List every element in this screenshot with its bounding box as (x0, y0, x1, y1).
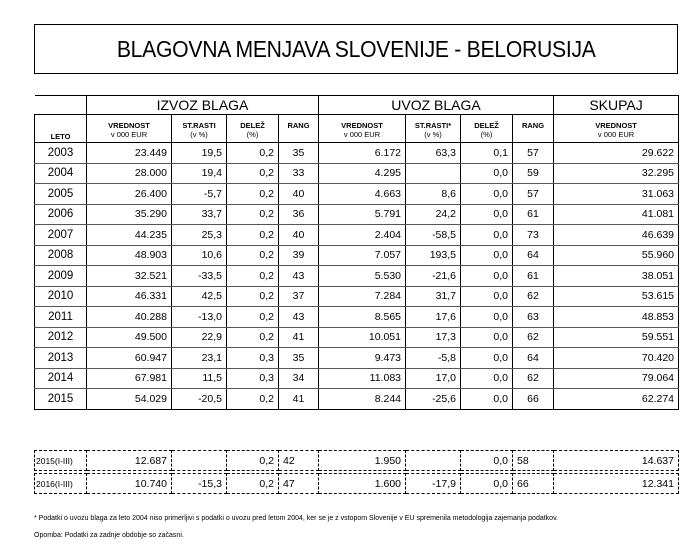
table-row (35, 307, 679, 328)
export-share-cell: 0,2 (227, 184, 279, 205)
year-cell: 2012 (35, 327, 87, 348)
export-value-cell: 28.000 (87, 163, 172, 184)
import-rank-cell: 64 (513, 348, 554, 369)
table-row (35, 163, 679, 184)
export-share-cell: 0,2 (227, 266, 279, 287)
table-row (35, 451, 679, 471)
export-growth-cell: -20,5 (172, 389, 227, 410)
export-value-cell: 49.500 (87, 327, 172, 348)
import-group-header: UVOZ BLAGA (319, 96, 554, 115)
import-rank-cell: 57 (513, 184, 554, 205)
import-rank-unit (513, 130, 554, 143)
import-share-cell: 0,0 (461, 368, 513, 389)
total-value-cell: 14.637 (554, 451, 679, 471)
import-share-cell: 0,0 (461, 474, 513, 494)
import-rank-cell: 73 (513, 225, 554, 246)
import-share-cell: 0,1 (461, 143, 513, 164)
import-growth-cell: 31,7 (406, 286, 461, 307)
table-row (35, 225, 679, 246)
export-growth-cell: 19,4 (172, 163, 227, 184)
export-rank-cell: 43 (279, 266, 319, 287)
export-growth-cell: -13,0 (172, 307, 227, 328)
table-row (35, 266, 679, 287)
import-share-header: DELEŽ (461, 115, 513, 130)
total-value-unit: v 000 EUR (554, 130, 679, 143)
year-cell: 2010 (35, 286, 87, 307)
year-cell: 2006 (35, 204, 87, 225)
year-cell: 2016(I-III) (35, 474, 87, 494)
import-rank-cell: 57 (513, 143, 554, 164)
import-growth-cell: -58,5 (406, 225, 461, 246)
total-group-header: SKUPAJ (554, 96, 679, 115)
export-rank-cell: 35 (279, 143, 319, 164)
import-share-cell: 0,0 (461, 184, 513, 205)
export-growth-cell: 22,9 (172, 327, 227, 348)
total-value-cell: 38.051 (554, 266, 679, 287)
export-rank-cell: 43 (279, 307, 319, 328)
export-growth-unit: (v %) (172, 130, 227, 143)
import-value-cell: 10.051 (319, 327, 406, 348)
import-value-cell: 7.057 (319, 245, 406, 266)
footnote-asterisk: * Podatki o uvozu blaga za leto 2004 niso primerljivi s podatki o uvozu pred letom 2004, ker se je z vstopom Slovenije v EU spremenila metodologija zajemanja podatkov. (34, 515, 558, 522)
total-value-cell: 29.622 (554, 143, 679, 164)
export-group-header: IZVOZ BLAGA (87, 96, 319, 115)
export-value-cell: 10.740 (87, 474, 172, 494)
export-share-cell: 0,2 (227, 163, 279, 184)
import-value-cell: 9.473 (319, 348, 406, 369)
export-growth-cell: -5,7 (172, 184, 227, 205)
year-cell: 2009 (35, 266, 87, 287)
export-value-cell: 40.288 (87, 307, 172, 328)
export-value-unit: v 000 EUR (87, 130, 172, 143)
export-growth-cell: 23,1 (172, 348, 227, 369)
total-value-cell: 12.341 (554, 474, 679, 494)
import-value-cell: 1.950 (319, 451, 406, 471)
total-value-header: VREDNOST (554, 115, 679, 130)
export-rank-cell: 41 (279, 327, 319, 348)
total-value-cell: 55.960 (554, 245, 679, 266)
import-share-cell: 0,0 (461, 225, 513, 246)
table-row (35, 143, 679, 164)
export-rank-cell: 34 (279, 368, 319, 389)
export-growth-cell: 33,7 (172, 204, 227, 225)
export-value-cell: 44.235 (87, 225, 172, 246)
table-row (35, 368, 679, 389)
export-rank-header: RANG (279, 115, 319, 130)
export-value-cell: 46.331 (87, 286, 172, 307)
import-growth-cell: 17,6 (406, 307, 461, 328)
group-header-row (35, 96, 679, 115)
total-value-cell: 48.853 (554, 307, 679, 328)
table-row (35, 245, 679, 266)
export-share-cell: 0,2 (227, 451, 279, 471)
import-growth-cell (406, 163, 461, 184)
export-value-cell: 12.687 (87, 451, 172, 471)
column-header-row (35, 115, 679, 130)
total-value-cell: 31.063 (554, 184, 679, 205)
table-row (35, 348, 679, 369)
year-cell: 2008 (35, 245, 87, 266)
export-share-cell: 0,2 (227, 474, 279, 494)
table-row (35, 184, 679, 205)
import-growth-cell: 24,2 (406, 204, 461, 225)
import-share-cell: 0,0 (461, 245, 513, 266)
export-rank-cell: 37 (279, 286, 319, 307)
total-value-cell: 70.420 (554, 348, 679, 369)
import-value-cell: 5.530 (319, 266, 406, 287)
export-share-cell: 0,2 (227, 327, 279, 348)
export-share-cell: 0,2 (227, 143, 279, 164)
export-value-cell: 35.290 (87, 204, 172, 225)
year-cell: 2013 (35, 348, 87, 369)
import-growth-cell: 63,3 (406, 143, 461, 164)
export-growth-cell: 19,5 (172, 143, 227, 164)
table-row (35, 474, 679, 494)
import-value-unit: v 000 EUR (319, 130, 406, 143)
export-share-cell: 0,2 (227, 286, 279, 307)
export-value-cell: 23.449 (87, 143, 172, 164)
import-share-cell: 0,0 (461, 389, 513, 410)
import-share-cell: 0,0 (461, 327, 513, 348)
import-value-cell: 2.404 (319, 225, 406, 246)
import-rank-cell: 62 (513, 327, 554, 348)
import-growth-cell: -17,9 (406, 474, 461, 494)
page-title: BLAGOVNA MENJAVA SLOVENIJE - BELORUSIJA (116, 35, 596, 62)
import-rank-cell: 64 (513, 245, 554, 266)
partial-period-table-2 (34, 473, 679, 494)
export-value-cell: 48.903 (87, 245, 172, 266)
table-row (35, 204, 679, 225)
import-growth-cell: 8,6 (406, 184, 461, 205)
export-share-cell: 0,3 (227, 368, 279, 389)
import-rank-cell: 61 (513, 204, 554, 225)
export-rank-cell: 35 (279, 348, 319, 369)
total-value-cell: 79.064 (554, 368, 679, 389)
import-value-cell: 11.083 (319, 368, 406, 389)
table-row (35, 389, 679, 410)
export-value-cell: 32.521 (87, 266, 172, 287)
import-rank-cell: 62 (513, 286, 554, 307)
import-value-cell: 7.284 (319, 286, 406, 307)
total-value-cell: 53.615 (554, 286, 679, 307)
export-growth-cell: -15,3 (172, 474, 227, 494)
year-cell: 2003 (35, 143, 87, 164)
import-growth-cell (406, 451, 461, 471)
export-value-cell: 60.947 (87, 348, 172, 369)
total-value-cell: 59.551 (554, 327, 679, 348)
import-growth-cell: 17,0 (406, 368, 461, 389)
import-rank-cell: 62 (513, 368, 554, 389)
export-growth-cell: 42,5 (172, 286, 227, 307)
import-rank-cell: 63 (513, 307, 554, 328)
table-row (35, 286, 679, 307)
total-value-cell: 62.274 (554, 389, 679, 410)
import-share-cell: 0,0 (461, 163, 513, 184)
title-box (34, 24, 678, 74)
import-share-cell: 0,0 (461, 266, 513, 287)
year-cell: 2005 (35, 184, 87, 205)
import-growth-cell: 17,3 (406, 327, 461, 348)
import-value-cell: 6.172 (319, 143, 406, 164)
export-rank-cell: 42 (279, 451, 319, 471)
export-value-cell: 54.029 (87, 389, 172, 410)
export-growth-cell (172, 451, 227, 471)
trade-table (34, 95, 679, 410)
import-growth-header: ST.RASTI* (406, 115, 461, 130)
export-share-cell: 0,3 (227, 348, 279, 369)
import-rank-cell: 66 (513, 474, 554, 494)
import-rank-header: RANG (513, 115, 554, 130)
export-rank-cell: 40 (279, 184, 319, 205)
export-rank-cell: 40 (279, 225, 319, 246)
import-growth-cell: -5,8 (406, 348, 461, 369)
import-value-cell: 1.600 (319, 474, 406, 494)
export-rank-cell: 33 (279, 163, 319, 184)
footnote-note: Opomba: Podatki za zadnje obdobje so začasni. (34, 532, 184, 539)
year-cell: 2011 (35, 307, 87, 328)
import-rank-cell: 58 (513, 451, 554, 471)
year-cell: 2015(I-III) (35, 451, 87, 471)
import-value-cell: 8.565 (319, 307, 406, 328)
export-share-cell: 0,2 (227, 307, 279, 328)
partial-period-table-1 (34, 450, 679, 471)
export-growth-cell: -33,5 (172, 266, 227, 287)
export-rank-cell: 39 (279, 245, 319, 266)
export-share-cell: 0,2 (227, 245, 279, 266)
total-value-cell: 41.081 (554, 204, 679, 225)
year-cell: 2014 (35, 368, 87, 389)
export-rank-unit (279, 130, 319, 143)
year-cell: 2015 (35, 389, 87, 410)
export-growth-cell: 25,3 (172, 225, 227, 246)
export-value-cell: 26.400 (87, 184, 172, 205)
import-value-header: VREDNOST (319, 115, 406, 130)
import-share-cell: 0,0 (461, 307, 513, 328)
import-share-cell: 0,0 (461, 286, 513, 307)
export-share-cell: 0,2 (227, 225, 279, 246)
total-value-cell: 32.295 (554, 163, 679, 184)
import-rank-cell: 66 (513, 389, 554, 410)
year-cell: 2004 (35, 163, 87, 184)
import-share-cell: 0,0 (461, 348, 513, 369)
total-value-cell: 46.639 (554, 225, 679, 246)
import-value-cell: 8.244 (319, 389, 406, 410)
export-share-cell: 0,2 (227, 204, 279, 225)
year-cell: 2007 (35, 225, 87, 246)
table-row (35, 327, 679, 348)
import-rank-cell: 61 (513, 266, 554, 287)
export-rank-cell: 41 (279, 389, 319, 410)
import-growth-cell: -25,6 (406, 389, 461, 410)
export-growth-cell: 10,6 (172, 245, 227, 266)
import-growth-unit: (v %) (406, 130, 461, 143)
unit-header-row (35, 130, 679, 143)
import-share-cell: 0,0 (461, 204, 513, 225)
import-value-cell: 4.295 (319, 163, 406, 184)
export-share-cell: 0,2 (227, 389, 279, 410)
import-share-cell: 0,0 (461, 451, 513, 471)
export-value-header: VREDNOST (87, 115, 172, 130)
import-value-cell: 5.791 (319, 204, 406, 225)
export-share-header: DELEŽ (227, 115, 279, 130)
import-growth-cell: 193,5 (406, 245, 461, 266)
export-rank-cell: 36 (279, 204, 319, 225)
export-rank-cell: 47 (279, 474, 319, 494)
import-share-unit: (%) (461, 130, 513, 143)
import-rank-cell: 59 (513, 163, 554, 184)
header-blank-cell (35, 96, 87, 115)
export-growth-header: ST.RASTI (172, 115, 227, 130)
export-share-unit: (%) (227, 130, 279, 143)
year-column-header: LETO (35, 115, 87, 143)
import-value-cell: 4.663 (319, 184, 406, 205)
export-growth-cell: 11,5 (172, 368, 227, 389)
import-growth-cell: -21,6 (406, 266, 461, 287)
export-value-cell: 67.981 (87, 368, 172, 389)
